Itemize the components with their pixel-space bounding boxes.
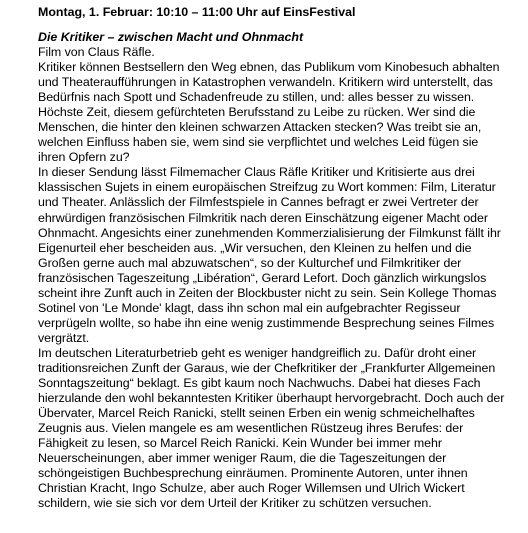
paragraph-intro: Kritiker können Bestsellern den Weg ebnen, das Publikum vom Kinobesuch abhalten und Theateraufführungen in Katastrophen verwandeln. Kritikern wird unterstellt, das Bedürfnis nach Spott und Schadenfreude zu stillen, und: alles besser zu wissen. Höchste Zeit, diesem gefürchteten Berufsstand zu Leibe zu rücken. Wer sind die Menschen, die hinter den kleinen schwarzen Attacken stecken? Was treibt sie an, welchen Einfluss haben sie, wem sind sie verpflichtet und welches Leid fügen sie ihren Opfern zu? (38, 60, 500, 165)
document-page (38, 4, 508, 511)
paragraph-literature: Im deutschen Literaturbetrieb geht es weniger handgreiflich zu. Dafür droht einer traditionsreichen Zunft der Garaus, wie der Chefkritiker der „Frankfurter Allgemeinen Sonntagszeitung“ beklagt. Es gibt kaum noch Nachwuchs. Dabei hat dieses Fach hierzulande den wohl bekanntesten Kritiker überhaupt hervorgebracht. Doch auch der Übervater, Marcel Reich Ranicki, stellt seinen Erben ein wenig schmeichelhaftes Zeugnis aus. Vielen mangele es am wesentlichen Rüstzeug ihres Berufes: der Fähigkeit zu lesen, so Marcel Reich Ranicki. Kein Wunder bei immer mehr Neuerscheinungen, aber immer weniger Raum, die die Tageszeitungen der schöngeistigen Buchbesprechung einräumen. Prominente Autoren, unter ihnen Christian Kracht, Ingo Schulze, aber auch Roger Willemsen und Ulrich Wickert schildern, wie sie sich vor dem Urteil der Kritiker zu schützen versuchen. (38, 345, 505, 511)
article-title: Die Kritiker – zwischen Macht und Ohnmacht (38, 30, 304, 44)
article-byline: Film von Claus Räfle. (38, 45, 155, 59)
paragraph-film: In dieser Sendung lässt Filmemacher Claus Räfle Kritiker und Kritisierte aus drei klassischen Sujets in einem europäischen Streifzug zu Wort kommen: Film, Literatur und Theater. Anlässlich der Filmfestspiele in Cannes befragt er zwei Vertreter der ehrwürdigen französischen Filmkritik nach deren Einschätzung eigener Macht oder Ohnmacht. Angesichts einer zunehmenden Kommerzialisierung der Filmkunst fällt ihr Eigenurteil eher bescheiden aus. „Wir versuchen, den Kleinen zu helfen und die Großen gerne auch mal abzuwatschen“, so der Kulturchef und Filmkritiker der französischen Tageszeitung „Libération“, Gerard Lefort. Doch gänzlich wirkungslos scheint ihre Zunft auch in Zeiten der Blockbuster nicht zu sein. Sein Kollege Thomas Sotinel von 'Le Monde' klagt, dass ihn schon mal ein aufgebrachter Regisseur verprügeln wollte, so habe ihn eine wenig zustimmende Besprechung seines Filmes vergrätzt. (38, 165, 501, 345)
broadcast-heading: Montag, 1. Februar: 10:10 – 11:00 Uhr auf EinsFestival (38, 5, 356, 19)
